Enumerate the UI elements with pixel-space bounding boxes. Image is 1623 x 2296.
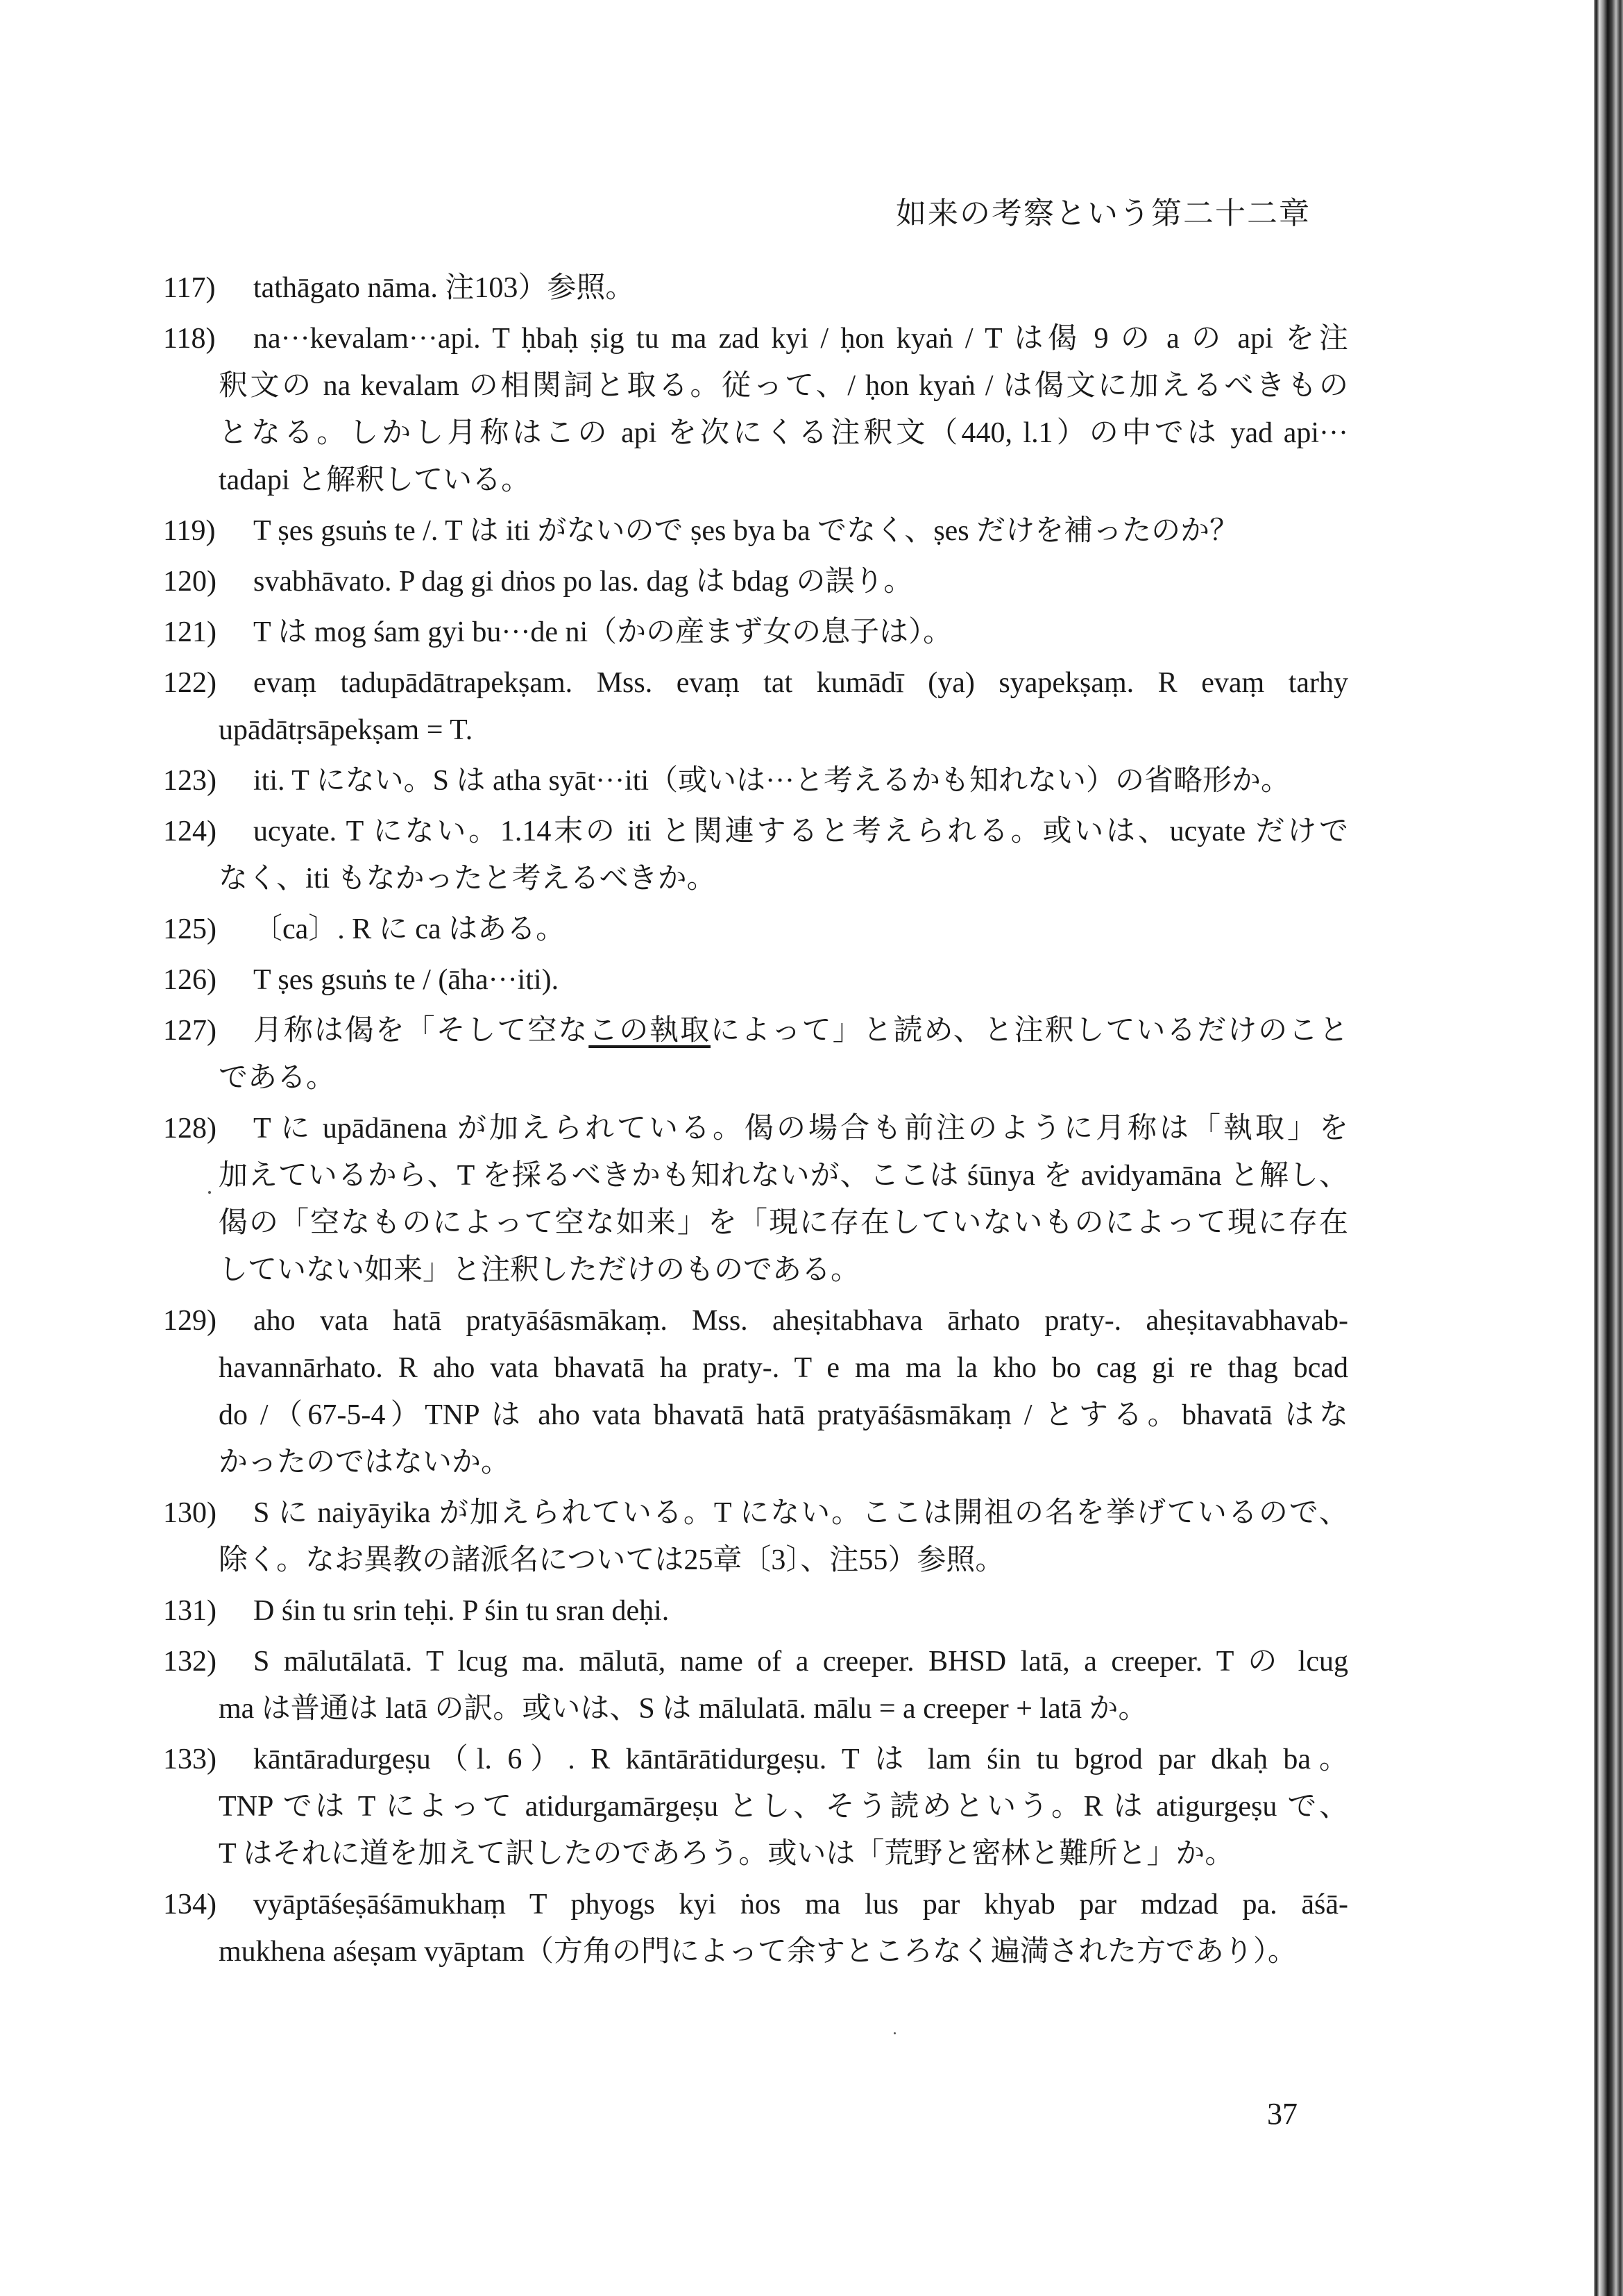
endnote-line: していない如来」と注釈しただけのものである。: [219, 1254, 860, 1286]
endnote: [163, 808, 1348, 902]
endnote: [163, 1881, 1348, 1975]
endnote-body: [219, 507, 1348, 555]
endnote-line: S mālutālatā. T lcug ma. mālutā, name of a creeper. BHSD latā, a creeper. T の lcug: [253, 1646, 1348, 1678]
endnote-number: 128): [163, 1113, 216, 1145]
endnote-line: S に naiyāyika が加えられている。T にない。ここは開祖の名を挙げているので、: [253, 1497, 1348, 1529]
endnote: [163, 757, 1348, 804]
endnote-number: 120): [163, 566, 216, 598]
endnote-number: 134): [163, 1889, 216, 1921]
endnote-line: havannārhato. R aho vata bhavatā ha praty-. T e ma ma la kho bo cag gi re thag bcad: [219, 1352, 1348, 1384]
endnote: [163, 315, 1348, 504]
endnote-number: 129): [163, 1305, 216, 1337]
endnote-line: TNP では T によって atidurgamārgeṣu とし、そう読めという。R は atigurgeṣu で、: [219, 1791, 1348, 1823]
endnote-number: 125): [163, 913, 216, 945]
endnote-line: upādātṛsāpekṣam = T.: [219, 714, 473, 746]
scan-speck: [894, 2032, 896, 2034]
endnote-number: 126): [163, 964, 216, 996]
endnote: [163, 264, 1348, 312]
endnote-number: 118): [163, 323, 216, 355]
endnote-body: [219, 1881, 1348, 1975]
endnote: [163, 1007, 1348, 1101]
endnote-line: 偈の「空なものによって空な如来」を「現に存在していないものによって現に存在: [219, 1207, 1348, 1239]
endnote-line: かったのではないか。: [219, 1446, 511, 1478]
endnote-number: 121): [163, 616, 216, 648]
endnote-line: mukhena aśeṣam vyāptam（方角の門によって余すところなく遍満された方であり）。: [219, 1936, 1297, 1968]
endnote-line: T に upādānena が加えられている。偈の場合も前注のように月称は「執取」を: [253, 1113, 1348, 1145]
endnote-number: 127): [163, 1015, 216, 1047]
running-header: 如来の考察という第二十二章: [896, 196, 1311, 230]
endnote-body: [219, 808, 1348, 902]
endnote-number: 130): [163, 1497, 216, 1529]
endnote-line: iti. T にない。S は atha syāt···iti（或いは···と考えるかも知れない）の省略形か。: [253, 765, 1291, 797]
scan-edge-shadow: [1588, 0, 1623, 2296]
endnote-line: T ṣes gsuṅs te /. T は iti がないので ṣes bya ba でなく、ṣes だけを補ったのか？: [253, 515, 1239, 547]
text-segment: によって」と読め、と注釈しているだけのこと: [711, 1015, 1348, 1047]
endnote: [163, 1736, 1348, 1877]
endnote-line: T ṣes gsuṅs te / (āha···iti).: [253, 964, 559, 996]
endnote: [163, 1105, 1348, 1294]
endnote-number: 124): [163, 816, 216, 847]
text-segment: 月称は偈を「そして空な: [253, 1015, 589, 1047]
endnote: [163, 956, 1348, 1004]
endnote-number: 133): [163, 1744, 216, 1775]
page-number: 37: [1267, 2097, 1298, 2131]
endnote-line: T は mog śam gyi bu···de ni（かの産まず女の息子は）。: [253, 616, 953, 648]
endnote-number: 122): [163, 667, 216, 699]
endnote-body: [219, 1736, 1348, 1877]
endnote-body: [219, 609, 1348, 656]
endnote-number: 119): [163, 515, 216, 547]
endnote: [163, 1638, 1348, 1732]
endnote-line: 〔ca〕. R に ca はある。: [253, 913, 566, 945]
endnote-line: である。: [219, 1062, 336, 1094]
endnote-body: [219, 659, 1348, 754]
endnote-line: [219, 1007, 1348, 1054]
endnote: [163, 609, 1348, 656]
endnote-line: do /（67-5-4）TNP は aho vata bhavatā hatā pratyāśāsmākaṃ / とする。bhavatā はな: [219, 1399, 1348, 1431]
endnote-line: ucyate. T にない。1.14末の iti と関連すると考えられる。或いは、ucyate だけで: [253, 816, 1348, 847]
endnote-body: [219, 1007, 1348, 1101]
endnote-line: aho vata hatā pratyāśāsmākaṃ. Mss. aheṣitabhava ārhato praty-. aheṣitavabhavab-: [253, 1305, 1348, 1337]
endnote-body: [219, 1638, 1348, 1732]
endnote-line: svabhāvato. P dag gi dṅos po las. dag は bdag の誤り。: [253, 566, 913, 598]
endnote-body: [219, 1297, 1348, 1486]
endnote-line: na···kevalam···api. T ḥbaḥ ṣig tu ma zad kyi / ḥon kyaṅ / T は偈 9 の a の api を注: [253, 323, 1348, 355]
endnote-line: なく、iti もなかったと考えるべきか。: [219, 863, 716, 895]
endnotes-list: [163, 264, 1348, 1979]
endnote-number: 132): [163, 1646, 216, 1678]
endnote: [163, 558, 1348, 605]
underlined-text: この執取: [588, 1015, 711, 1047]
endnote: [163, 1587, 1348, 1635]
endnote-line: kāntāradurgeṣu（l. 6）. R kāntārātidurgeṣu. T は lam śin tu bgrod par dkaḥ ba。: [253, 1744, 1348, 1775]
endnote-body: [219, 956, 1348, 1004]
endnote-line: ma は普通は latā の訳。或いは、S は mālulatā. mālu = a creeper + latā か。: [219, 1693, 1148, 1725]
endnote-line: 加えているから、T を採るべきかも知れないが、ここは śūnya を avidyamāna と解し、: [219, 1160, 1348, 1192]
endnote-number: 131): [163, 1595, 216, 1627]
endnote-line: vyāptāśeṣāśāmukhaṃ T phyogs kyi ṅos ma lus par khyab par mdzad pa. āśā-: [253, 1889, 1348, 1921]
endnote-body: [219, 1105, 1348, 1294]
endnote-body: [219, 315, 1348, 504]
endnote: [163, 1297, 1348, 1486]
endnote-body: [219, 906, 1348, 953]
endnote-number: 123): [163, 765, 216, 797]
endnote-number: 117): [163, 272, 216, 304]
endnote-body: [219, 1489, 1348, 1584]
endnote: [163, 507, 1348, 555]
endnote: [163, 659, 1348, 754]
endnote-line: evaṃ tadupādātrapekṣam. Mss. evaṃ tat kumādī (ya) syapekṣaṃ. R evaṃ tarhy: [253, 667, 1348, 699]
endnote-body: [219, 558, 1348, 605]
endnote-body: [219, 264, 1348, 312]
endnote-line: 釈文の na kevalam の相関詞と取る。従って、/ ḥon kyaṅ / は偈文に加えるべきもの: [219, 370, 1348, 402]
endnote-body: [219, 757, 1348, 804]
endnote-line: となる。しかし月称はこの api を次にくる注釈文（440, l.1）の中では yad api···: [219, 417, 1348, 449]
endnote-line: T はそれに道を加えて訳したのであろう。或いは「荒野と密林と難所と」か。: [219, 1838, 1234, 1870]
endnote: [163, 1489, 1348, 1584]
endnote: [163, 906, 1348, 953]
endnote-line: tadapi と解釈している。: [219, 464, 531, 496]
endnote-line: 除く。なお異教の諸派名については25章〔3〕、注55）参照。: [219, 1544, 1005, 1576]
endnote-body: [219, 1587, 1348, 1635]
endnote-line: D śin tu srin teḥi. P śin tu sran deḥi.: [253, 1595, 670, 1627]
endnote-line: tathāgato nāma. 注103）参照。: [253, 272, 635, 304]
scan-speck: [208, 1191, 211, 1194]
